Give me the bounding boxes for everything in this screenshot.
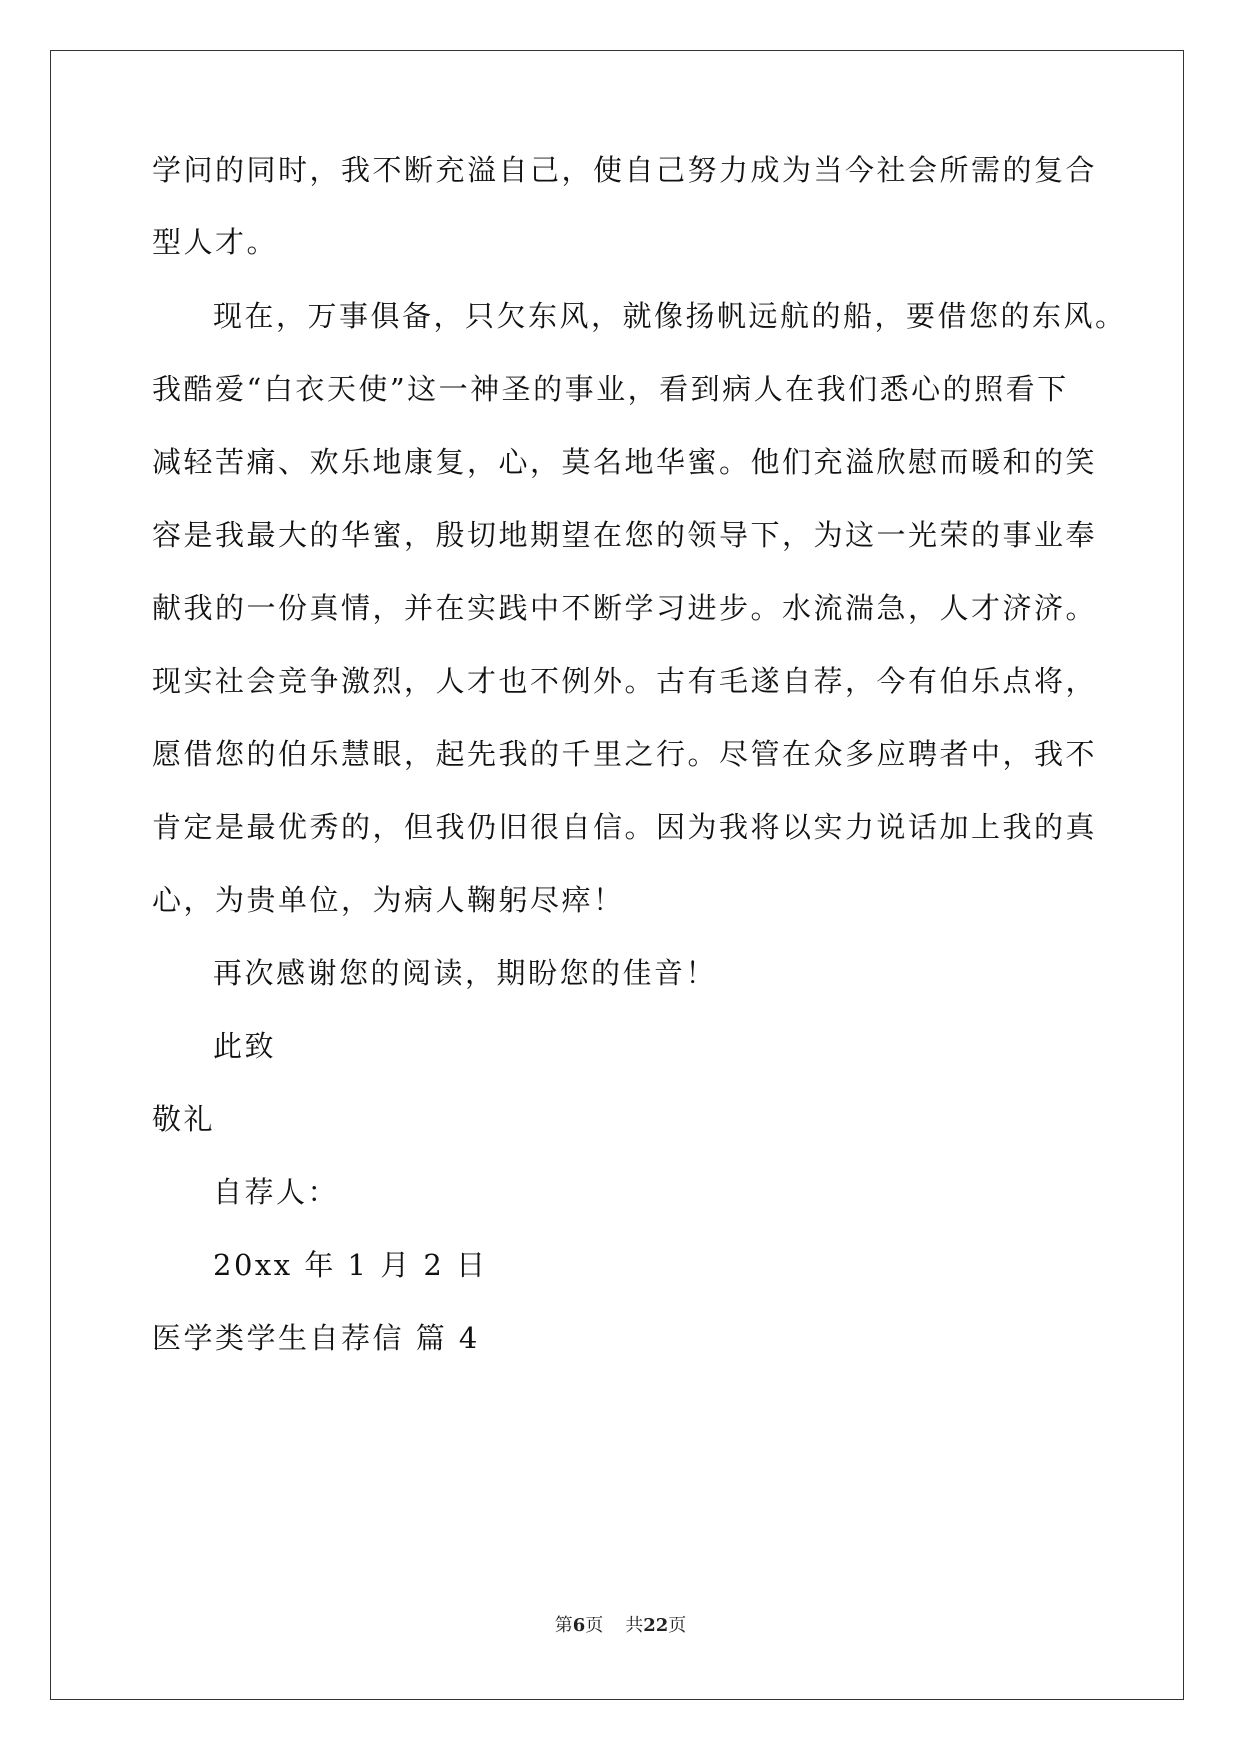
body-line-1: 学问的同时，我不断充溢自己，使自己努力成为当今社会所需的复合 xyxy=(152,153,1098,187)
footer-prefix: 第 xyxy=(554,1615,573,1636)
body-line-11: 心，为贵单位，为病人鞠躬尽瘁！ xyxy=(152,883,625,917)
body-line-9: 愿借您的伯乐慧眼，起先我的千里之行。尽管在众多应聘者中，我不 xyxy=(152,737,1098,771)
body-line-2: 型人才。 xyxy=(152,225,279,259)
body-line-3: 现在，万事俱备，只欠东风，就像扬帆远航的船，要借您的东风。 xyxy=(213,299,1127,333)
footer-page-number: 6 xyxy=(572,1615,586,1636)
footer-total-suffix: 页 xyxy=(668,1615,687,1636)
footer-total-pages: 22 xyxy=(643,1615,669,1636)
body-line-8: 现实社会竞争激烈，人才也不例外。古有毛遂自荐，今有伯乐点将， xyxy=(152,664,1098,698)
salutation-cizhi: 此致 xyxy=(213,1029,277,1063)
signature-date: 20xx 年 1 月 2 日 xyxy=(213,1248,488,1282)
body-line-7: 献我的一份真情，并在实践中不断学习进步。水流湍急，人才济济。 xyxy=(152,591,1098,625)
signature-label: 自荐人： xyxy=(213,1175,340,1209)
body-line-6: 容是我最大的华蜜，殷切地期望在您的领导下，为这一光荣的事业奉 xyxy=(152,518,1098,552)
body-line-5: 减轻苦痛、欢乐地康复，心，莫名地华蜜。他们充溢欣慰而暖和的笑 xyxy=(152,445,1098,479)
page-footer xyxy=(0,1614,1241,1638)
body-line-4: 我酷爱“白衣天使”这一神圣的事业，看到病人在我们悉心的照看下 xyxy=(152,372,1069,406)
salutation-jingli: 敬礼 xyxy=(152,1102,216,1136)
footer-page-suffix: 页 xyxy=(585,1615,604,1636)
closing-thanks: 再次感谢您的阅读，期盼您的佳音！ xyxy=(213,956,718,990)
footer-total-prefix: 共 xyxy=(625,1615,644,1636)
body-line-10: 肯定是最优秀的，但我仍旧很自信。因为我将以实力说话加上我的真 xyxy=(152,810,1098,844)
section-heading: 医学类学生自荐信 篇 4 xyxy=(152,1321,480,1355)
